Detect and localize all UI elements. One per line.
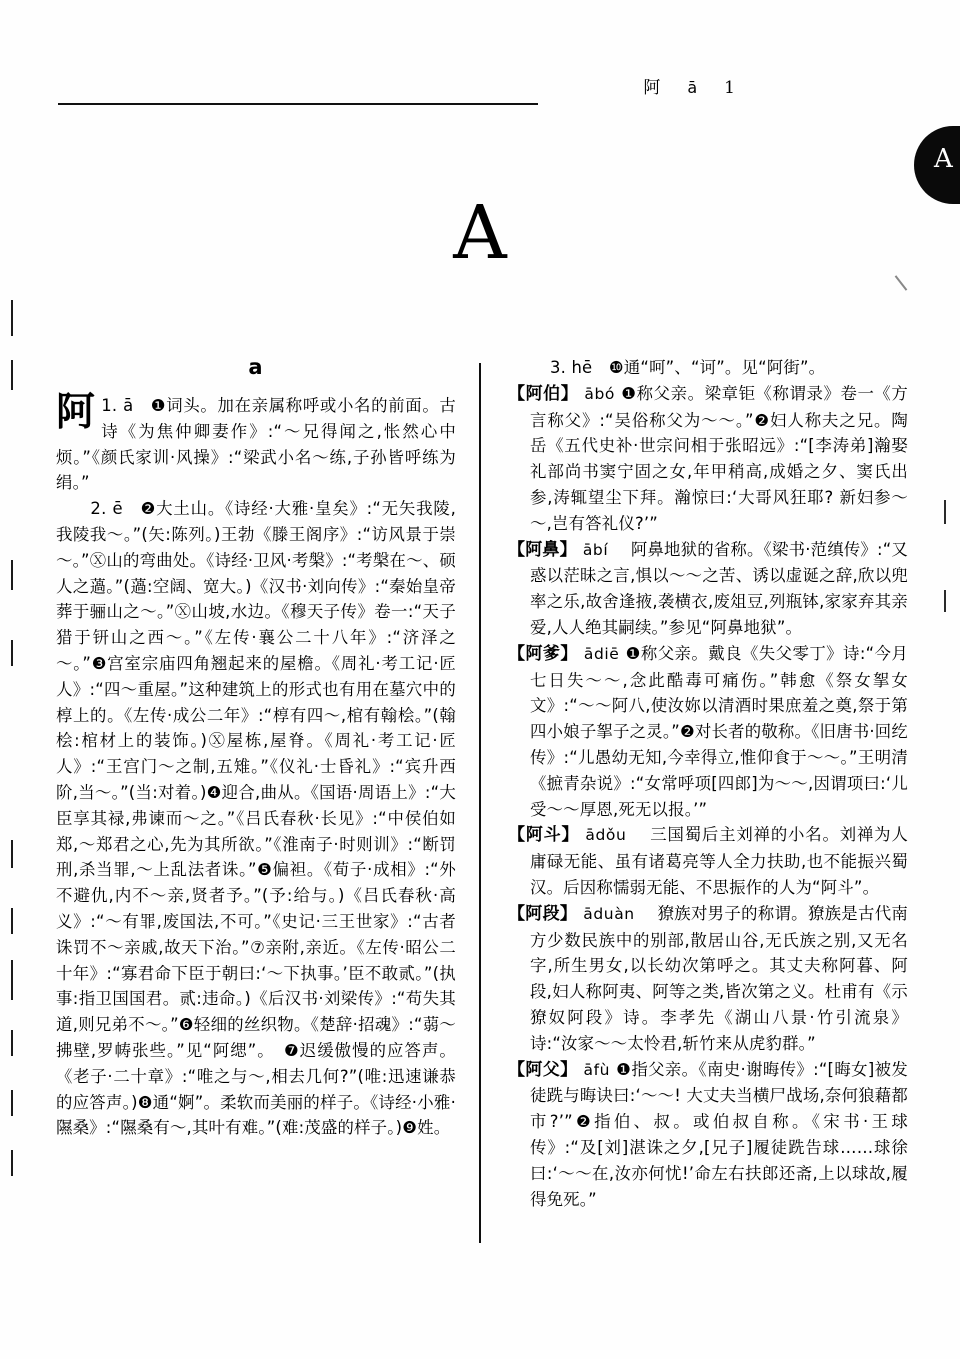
scan-edge-tick — [11, 1030, 13, 1056]
section-letter: A — [453, 190, 507, 276]
scan-edge-tick — [11, 1090, 13, 1116]
page-number: 1 — [724, 78, 736, 98]
entry-afu — [508, 1057, 908, 1213]
entry-abi-pinyin: ābí — [582, 540, 609, 559]
entry-abi-text: 阿鼻地狱的省称。《梁书·范缜传》:“又惑以茫昧之言,惧以～～之苦、诱以虚诞之辞,欣以兜率之乐,故舍逢掖,袭横衣,废俎豆,列瓶钵,家家弃其亲爱,人人绝其嗣续。”参见“阿鼻地狱”。 — [530, 539, 908, 637]
entry-a-sense-1-text: 1. ā ❶词头。加在亲属称呼或小名的前面。古诗《为焦仲卿妻作》:“～兄得闻之,怅然心中烦。”《颜氏家训·风操》:“梁武小名～练,子孙皆呼练为绢。” — [56, 396, 456, 493]
entry-adie-headword: 【阿爹】 — [508, 643, 578, 664]
syllable-header: a — [248, 355, 264, 379]
right-column — [508, 355, 908, 1260]
scan-edge-tick — [11, 960, 13, 1000]
entry-adou — [508, 822, 908, 900]
entry-abi-headword: 【阿鼻】 — [508, 539, 577, 560]
scan-scratch-mark — [895, 275, 908, 290]
entry-abo — [508, 381, 908, 537]
entry-a-sense-3: 3. hē ❿通“呵”、“诃”。见“阿街”。 — [550, 358, 826, 377]
scan-edge-tick — [11, 360, 13, 390]
entry-abo-pinyin: ābó — [584, 384, 615, 403]
scan-edge-tick — [944, 500, 946, 524]
running-head-headword: 阿 — [643, 78, 662, 98]
scan-edge-tick — [11, 560, 13, 590]
entry-afu-text: ❶指父亲。《南史·谢晦传》:“[晦女]被发徒跣与晦诀曰:‘～～! 大丈夫当横尸战场,奈何狼藉都市?’”❷指伯、叔。或伯叔自称。《宋书·王球传》:“及[刘]湛诛之夕,[兄子]履徒跣告球……球徐曰:‘～～在,汝亦何忧!’命左右扶郎还斋,上以球故,履得免死。” — [530, 1059, 908, 1209]
entry-aduan-headword: 【阿段】 — [508, 903, 578, 924]
header-rule — [58, 103, 538, 105]
body-columns — [56, 355, 908, 1260]
scan-edge-tick — [11, 640, 13, 666]
scan-edge-tick — [11, 908, 13, 934]
head-character: 阿 — [56, 390, 96, 435]
column-divider — [479, 363, 481, 1243]
entry-adie-pinyin: ādiē — [583, 644, 620, 663]
scan-edge-tick — [11, 1150, 13, 1176]
running-head — [60, 72, 900, 106]
entry-adie-text: ❶称父亲。戴良《失父零丁》诗:“今月七日失～～,念此酷毒可痛伤。”韩愈《祭女挐女文》:“～～阿八,使汝妳以清酒时果庶羞之奠,祭于第四小娘子挐子之灵。”❷对长者的敬称。《旧唐书·回纥传》:“儿愚幼无知,今幸得立,惟仰食于～～。”王明清《摭青杂说》:“女常呼项[四郎]为～～,因谓项曰:‘儿受～～厚恩,死无以报。’” — [530, 643, 908, 819]
entry-aduan — [508, 901, 908, 1057]
entry-a-sense-1 — [56, 390, 456, 496]
thumb-index-letter: A — [934, 144, 953, 174]
entry-adie — [508, 641, 908, 823]
entry-abo-headword: 【阿伯】 — [508, 383, 579, 404]
entry-afu-pinyin: āfù — [583, 1060, 611, 1079]
left-column — [56, 355, 456, 1260]
entry-aduan-text: 獠族对男子的称谓。獠族是古代南方少数民族中的别部,散居山谷,无氏族之别,又无名字,所生男女,以长幼次第呼之。其丈夫称阿暮、阿段,妇人称阿夷、阿等之类,皆次第之义。杜甫有《示獠奴阿段》诗。李孝先《湖山八景·竹引流泉》诗:“汝家～～太怜君,斩竹来从虎豹群。” — [530, 903, 908, 1053]
entry-adou-text: 三国蜀后主刘禅的小名。刘禅为人庸碌无能、虽有诸葛亮等人全力扶助,也不能振兴蜀汉。后因称懦弱无能、不思振作的人为“阿斗”。 — [530, 825, 908, 897]
entry-abo-text: ❶称父亲。梁章钜《称谓录》卷一《方言称父》:“吴俗称父为～～。”❷妇人称夫之兄。陶岳《五代史补·世宗问相于张昭远》:“[李涛弟]瀚娶礼部尚书窦宁固之女,年甲稍高,成婚之夕、窦氏出参,涛辄望尘下拜。瀚惊曰:‘大哥风狂耶? 新妇参～～,岂有答礼仪?’” — [530, 383, 908, 533]
scan-edge-tick — [944, 590, 946, 612]
running-head-pinyin: ā — [687, 78, 699, 97]
thumb-index-tab[interactable] — [914, 126, 960, 204]
scan-edge-tick — [11, 840, 13, 868]
scan-edge-tick — [11, 300, 13, 336]
entry-adou-pinyin: ādǒu — [585, 826, 627, 845]
entry-adou-headword: 【阿斗】 — [508, 825, 580, 846]
entry-a-sense-2: 2. ē ❷大土山。《诗经·大雅·皇矣》:“无矢我陵,我陵我～。”(矢:陈列。)王勃《滕王阁序》:“访风景于崇～。”Ⓧ山的弯曲处。《诗经·卫风·考槃》:“考槃在～、硕人之薖。”(薖:空阔、宽大。)《汉书·刘向传》:“秦始皇帝葬于骊山之～。”Ⓧ山坡,水边。《穆天子传》卷一:“天子猎于钘山之西～。”《左传·襄公二十八年》:“济泽之～。”❸宫室宗庙四角翘起来的屋檐。《周礼·考工记·匠人》:“四～重屋。”这种建筑上的形式也有用在墓穴中的椁上的。《左传·成公二年》:“椁有四～,棺有翰桧。”(翰桧:棺材上的装饰。)Ⓧ屋栋,屋脊。《周礼·考工记·匠人》:“王宫门～之制,五雉。”《仪礼·士昏礼》:“宾升西阶,当～。”(当:对着。)❹迎合,曲从。《国语·周语上》:“大臣享其禄,弗谏而～之。”《吕氏春秋·长见》:“中侯伯如郑,～郑君之心,先为其所欲。”《淮南子·时则训》:“断罚刑,杀当罪,～上乱法者诛。”❺偏袒。《荀子·成相》:“外不避仇,内不～亲,贤者予。”(予:给与。)《吕氏春秋·高义》:“～有罪,废国法,不可。”《史记·三王世家》:“古者诛罚不～亲戚,故天下治。”⑦亲附,亲近。《左传·昭公二十年》:“寡君命下臣于朝曰:‘～下执事。’臣不敢贰。”(执事:指卫国国君。贰:违命。)《后汉书·刘梁传》:“苟失其道,则兄弟不～。”❻轻细的丝织物。《楚辞·招魂》:“蒻～拂壁,罗帱张些。”见“阿缌”。 ❼迟缓傲慢的应答声。《老子·二十章》:“唯之与～,相去几何?”(唯:迅速谦恭的应答声。)❽通“婀”。柔软而美丽的样子。《诗经·小雅·隰桑》:“隰桑有～,其叶有难。”(难:茂盛的样子。)❾姓。 — [56, 499, 456, 1138]
entry-aduan-pinyin: āduàn — [583, 904, 635, 923]
entry-afu-headword: 【阿父】 — [508, 1059, 578, 1080]
entry-abi — [508, 537, 908, 641]
